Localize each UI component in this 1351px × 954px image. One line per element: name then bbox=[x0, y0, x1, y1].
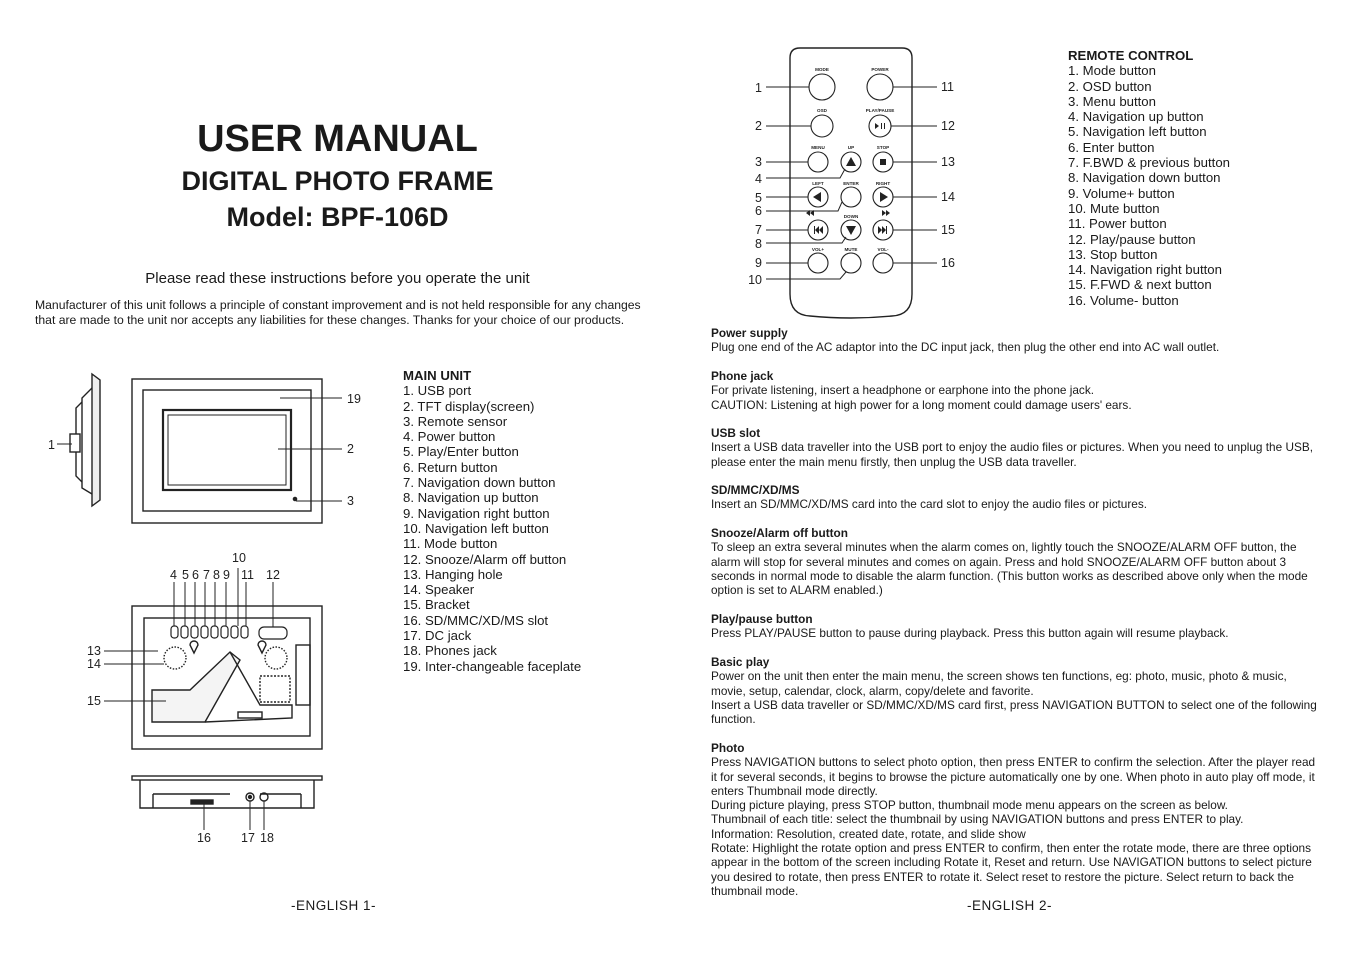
remote-callout-6: 6 bbox=[755, 204, 762, 218]
remote-callout-16: 16 bbox=[941, 256, 955, 270]
callout-back-8: 8 bbox=[213, 568, 220, 582]
remote-callout-2: 2 bbox=[755, 119, 762, 133]
section-heading: Photo bbox=[711, 741, 745, 755]
main-unit-list bbox=[403, 368, 663, 674]
remote-callout-3: 3 bbox=[755, 155, 762, 169]
list-item: 12. Snooze/Alarm off button bbox=[403, 551, 567, 567]
list-item: 12. Play/pause button bbox=[1068, 231, 1196, 247]
section-body: Press PLAY/PAUSE button to pause during playback. Press this button again will resume playback. bbox=[711, 626, 1229, 641]
remote-label-right: RIGHT bbox=[875, 181, 891, 186]
section-usb-slot bbox=[711, 426, 1323, 469]
list-item: 7. Navigation down button bbox=[403, 475, 556, 491]
callout-back-4: 4 bbox=[170, 568, 177, 582]
list-item: 15. F.FWD & next button bbox=[1068, 277, 1212, 293]
remote-label-play-pause: PLAY/PAUSE bbox=[865, 108, 895, 113]
section-body: Press NAVIGATION buttons to select photo option, then press ENTER to confirm the selection. After the player read it for several seconds, it begins to browse the picture automatically one by one. When photo in auto play off mode, it enters Thumbnail mode directly. bbox=[711, 755, 1316, 798]
section-body: Thumbnail of each title: select the thumbnail by using NAVIGATION buttons and press ENTER to play. bbox=[711, 812, 1244, 827]
callout-bottom-16: 16 bbox=[197, 831, 211, 845]
remote-callout-1: 1 bbox=[755, 81, 762, 95]
list-item: 11. Mode button bbox=[403, 536, 498, 552]
remote-label-stop: STOP bbox=[876, 145, 890, 150]
list-item: 16. SD/MMC/XD/MS slot bbox=[403, 612, 549, 628]
section-heading: Basic play bbox=[711, 655, 770, 669]
remote-control-list bbox=[1068, 48, 1338, 308]
section-body: Insert a USB data traveller or SD/MMC/XD/MS card first, press NAVIGATION BUTTON to select one of the following function. bbox=[711, 697, 1317, 727]
callout-bottom-17: 17 bbox=[241, 831, 255, 845]
section-body: For private listening, insert a headphone or earphone into the phone jack. bbox=[711, 383, 1094, 398]
callout-back-9: 9 bbox=[223, 568, 230, 582]
section-body: CAUTION: Listening at high power for a long moment could damage users' ears. bbox=[711, 397, 1132, 412]
remote-label-menu: MENU bbox=[811, 145, 825, 150]
section-snooze bbox=[711, 526, 1323, 597]
list-item: 11. Power button bbox=[1068, 216, 1167, 232]
list-item: 14. Speaker bbox=[403, 582, 475, 598]
list-item: 18. Phones jack bbox=[403, 643, 497, 659]
remote-label-down: DOWN bbox=[843, 214, 859, 219]
main-unit-diagram bbox=[30, 370, 375, 850]
list-item: 4. Power button bbox=[403, 429, 496, 445]
section-body: Insert a USB data traveller into the USB port to enjoy the audio files or pictures. When you need to unplug the USB, please enter the main menu firstly, then unplug the USB data traveller. bbox=[711, 440, 1313, 469]
section-power-supply bbox=[711, 326, 1323, 355]
section-body: Rotate: Highlight the rotate option and press ENTER to confirm, then enter the rotate mode, there are three options appear in the bottom of the screen including Rotate it, Reset and return. Use NAVIGATION buttons to select picture you desired to rotate, then press ENTER to rotate it. Select reset to restore the picture. Select return to back the thumbnail mode. bbox=[711, 841, 1312, 898]
callout-back-12: 12 bbox=[266, 568, 280, 582]
remote-control-heading: REMOTE CONTROL bbox=[1068, 48, 1194, 63]
callout-front-3: 3 bbox=[347, 494, 354, 508]
section-card-slot bbox=[711, 483, 1323, 512]
remote-control-diagram bbox=[745, 44, 975, 320]
remote-label-up: UP bbox=[847, 145, 855, 150]
section-heading: Play/pause button bbox=[711, 612, 813, 626]
list-item: 15. Bracket bbox=[403, 597, 470, 613]
remote-callout-9: 9 bbox=[755, 256, 762, 270]
section-photo bbox=[711, 741, 1323, 898]
list-item: 16. Volume- button bbox=[1068, 292, 1179, 308]
list-item: 1. USB port bbox=[403, 383, 472, 399]
remote-callout-7: 7 bbox=[755, 223, 762, 237]
list-item: 8. Navigation down button bbox=[1068, 170, 1221, 186]
manual-subtitle: DIGITAL PHOTO FRAME bbox=[181, 166, 494, 196]
remote-label-mute: MUTE bbox=[844, 247, 858, 252]
list-item: 6. Enter button bbox=[1068, 139, 1155, 155]
remote-callout-5: 5 bbox=[755, 191, 762, 205]
remote-label-left: LEFT bbox=[812, 181, 824, 186]
intro-paragraph: Manufacturer of this unit follows a principle of constant improvement and is not held responsible for any changes that are made to the unit nor accepts any liabilities for these changes. Thanks for your choice of our products. bbox=[35, 298, 641, 327]
list-item: 10. Mute button bbox=[1068, 200, 1160, 216]
list-item: 19. Inter-changeable faceplate bbox=[403, 658, 582, 674]
list-item: 3. Menu button bbox=[1068, 93, 1156, 109]
remote-callout-10: 10 bbox=[748, 273, 762, 287]
remote-label-vol-plus: VOL+ bbox=[811, 247, 825, 252]
section-phone-jack bbox=[711, 369, 1323, 412]
section-body: Insert an SD/MMC/XD/MS card into the card slot to enjoy the audio files or pictures. bbox=[711, 497, 1148, 512]
list-item: 4. Navigation up button bbox=[1068, 109, 1204, 125]
remote-callout-4: 4 bbox=[755, 172, 762, 186]
model-number: Model: BPF-106D bbox=[226, 202, 449, 232]
main-unit-heading: MAIN UNIT bbox=[403, 368, 472, 383]
callout-back-13: 13 bbox=[87, 644, 101, 658]
list-item: 13. Hanging hole bbox=[403, 566, 503, 582]
page-footer-right: -ENGLISH 2- bbox=[967, 898, 1053, 913]
callout-back-15: 15 bbox=[87, 694, 101, 708]
list-item: 10. Navigation left button bbox=[403, 520, 549, 536]
callout-front-1: 1 bbox=[48, 438, 55, 452]
list-item: 2. OSD button bbox=[1068, 78, 1152, 94]
remote-label-mode: MODE bbox=[815, 67, 829, 72]
section-heading: SD/MMC/XD/MS bbox=[711, 483, 800, 497]
section-body: During picture playing, press STOP button, thumbnail mode menu appears on the screen as below. bbox=[711, 798, 1228, 813]
list-item: 17. DC jack bbox=[403, 628, 472, 644]
callout-back-10: 10 bbox=[232, 551, 246, 565]
list-item: 6. Return button bbox=[403, 459, 498, 475]
section-heading: Power supply bbox=[711, 326, 788, 340]
remote-label-power: POWER bbox=[871, 67, 889, 72]
list-item: 5. Navigation left button bbox=[1068, 124, 1207, 140]
section-heading: USB slot bbox=[711, 426, 761, 440]
callout-back-11: 11 bbox=[241, 568, 254, 582]
remote-callout-15: 15 bbox=[941, 223, 955, 237]
read-notice: Please read these instructions before you operate the unit bbox=[145, 270, 530, 287]
section-heading: Phone jack bbox=[711, 369, 774, 383]
section-body: To sleep an extra several minutes when the alarm comes on, lightly touch the SNOOZE/ALARM OFF button, the alarm will stop for several minutes and comes on again. Press and hold SNOOZE/ALARM OFF button about 3 seconds in normal mode to disable the alarm function. (This button works as described above only when the mode option is set to ALARM enabled.) bbox=[711, 540, 1308, 598]
list-item: 3. Remote sensor bbox=[403, 413, 508, 429]
section-body: Power on the unit then enter the main menu, the screen shows ten functions, eg: photo, music, photo & music, movie, setup, calendar, clock, alarm, copy/delete and favorite. bbox=[711, 669, 1287, 698]
callout-back-6: 6 bbox=[192, 568, 199, 582]
callout-front-19: 19 bbox=[347, 392, 361, 406]
section-heading: Snooze/Alarm off button bbox=[711, 526, 848, 540]
remote-callout-14: 14 bbox=[941, 190, 955, 204]
remote-callout-13: 13 bbox=[941, 155, 955, 169]
list-item: 1. Mode button bbox=[1068, 63, 1156, 79]
remote-callout-12: 12 bbox=[941, 119, 955, 133]
section-body: Plug one end of the AC adaptor into the DC input jack, then plug the other end into AC wall outlet. bbox=[711, 340, 1220, 355]
section-play-pause bbox=[711, 612, 1323, 641]
remote-callout-8: 8 bbox=[755, 237, 762, 251]
callout-front-2: 2 bbox=[347, 442, 354, 456]
list-item: 7. F.BWD & previous button bbox=[1068, 155, 1230, 171]
remote-label-enter: ENTER bbox=[843, 181, 859, 186]
list-item: 14. Navigation right button bbox=[1068, 262, 1222, 278]
manual-title: USER MANUAL bbox=[197, 118, 478, 160]
remote-label-osd: OSD bbox=[817, 108, 827, 113]
section-body: Information: Resolution, created date, rotate, and slide show bbox=[711, 826, 1026, 841]
page-footer-left: -ENGLISH 1- bbox=[291, 898, 377, 913]
list-item: 5. Play/Enter button bbox=[403, 444, 519, 460]
remote-callout-11: 11 bbox=[941, 80, 954, 94]
list-item: 2. TFT display(screen) bbox=[403, 398, 535, 414]
callout-back-7: 7 bbox=[203, 568, 210, 582]
list-item: 9. Navigation right button bbox=[403, 505, 550, 521]
remote-label-vol-minus: VOL- bbox=[877, 247, 889, 252]
callout-bottom-18: 18 bbox=[260, 831, 274, 845]
list-item: 8. Navigation up button bbox=[403, 490, 539, 506]
section-basic-play bbox=[711, 655, 1323, 726]
callout-back-14: 14 bbox=[87, 657, 101, 671]
list-item: 9. Volume+ button bbox=[1068, 185, 1175, 201]
list-item: 13. Stop button bbox=[1068, 246, 1158, 262]
callout-back-5: 5 bbox=[182, 568, 189, 582]
